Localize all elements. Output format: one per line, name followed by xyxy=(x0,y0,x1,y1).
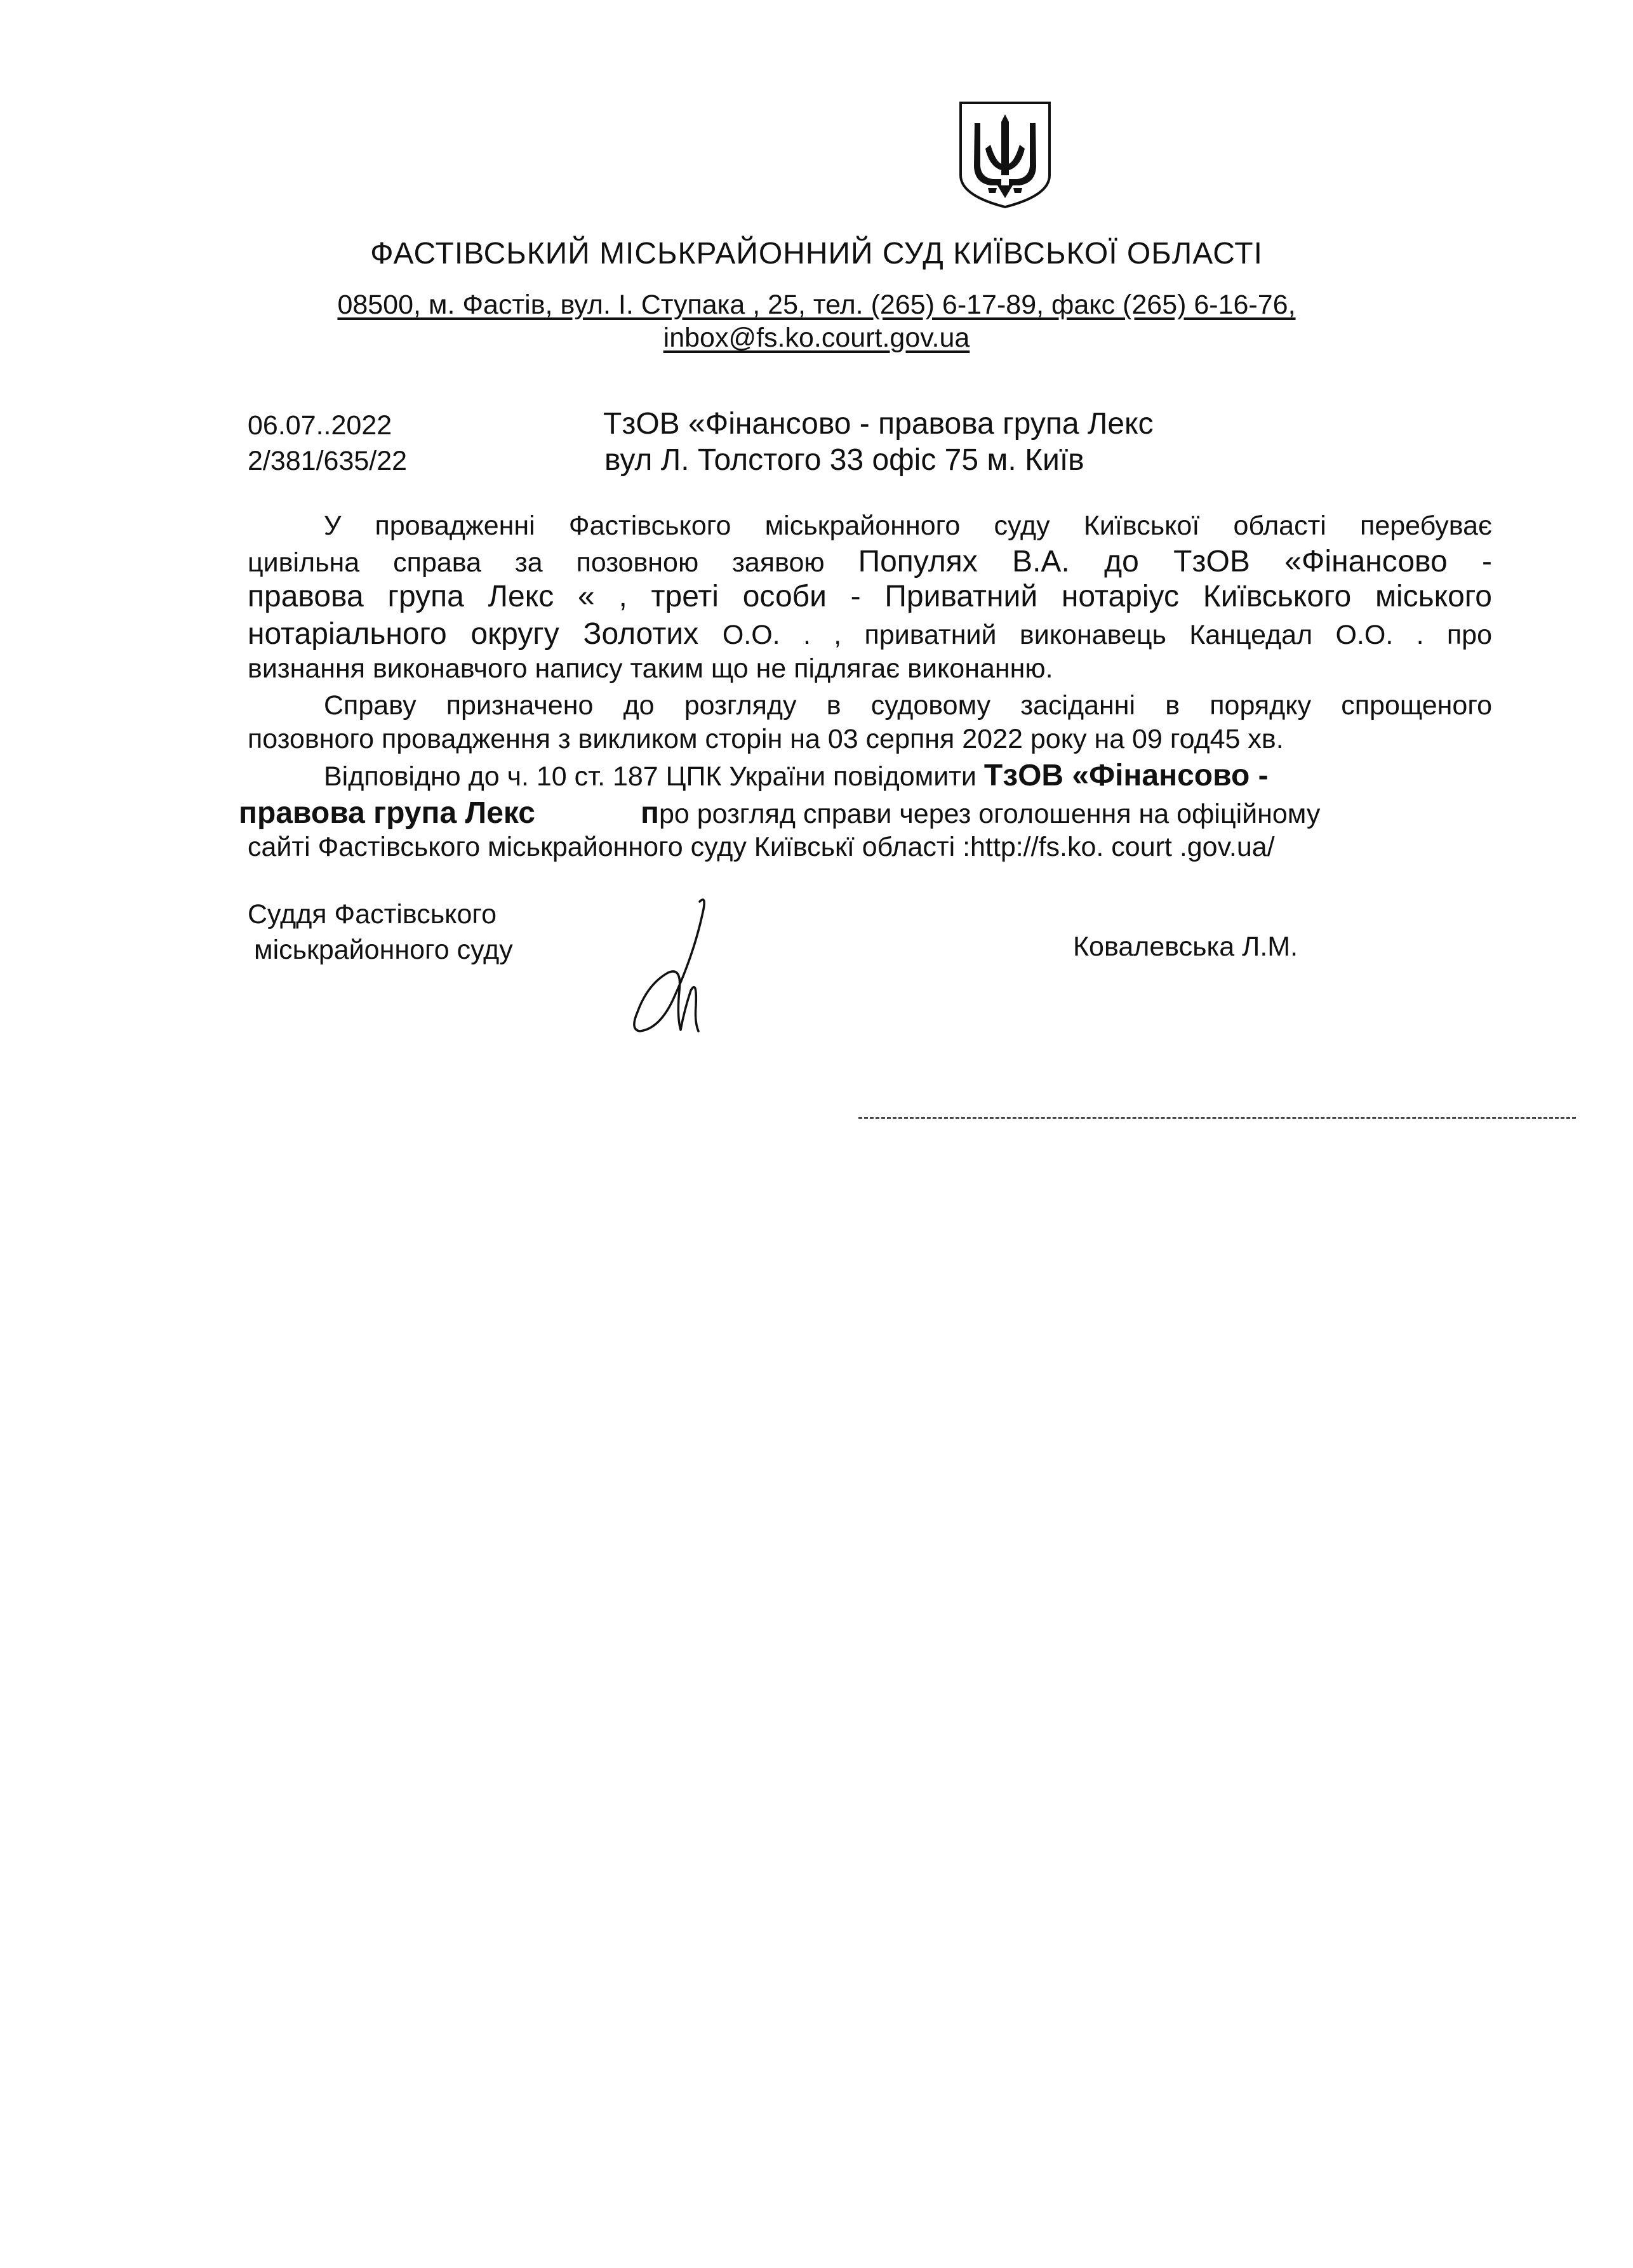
body-text-line: цивільна справа за позовною заявою Популях В.А. до ТзОВ «Фінансово - xyxy=(248,545,1493,578)
body-text-line: сайті Фастівського міськрайонного суду Київськї області :http://fs.ko. court .gov.ua/ xyxy=(248,832,1275,862)
body-text-line: правова група Лекс про розгляд справи через оголошення на офіційному xyxy=(239,796,1321,830)
handwritten-signature-icon xyxy=(629,895,737,1039)
court-name: ФАСТІВСЬКИЙ МІСЬКРАЙОННИЙ СУД КИЇВСЬКОЇ ОБЛАСТІ xyxy=(370,237,1263,270)
trident-coat-of-arms-icon xyxy=(957,100,1053,210)
judge-title: Суддя Фастівського xyxy=(248,899,497,930)
body-text-line: правова група Лекс « , треті особи - Приватний нотаріус Київського міського xyxy=(248,580,1492,613)
divider xyxy=(858,1117,1576,1119)
reference-number: 2/381/635/22 xyxy=(248,446,408,476)
recipient-address: вул Л. Толстого 33 офіс 75 м. Київ xyxy=(604,443,1084,477)
recipient-name: ТзОВ «Фінансово - правова група Лекс xyxy=(603,407,1154,441)
body-text-line: визнання виконавчого напису таким що не підлягає виконанню. xyxy=(248,653,1053,684)
letter-date: 06.07..2022 xyxy=(248,410,392,441)
body-text-line: Справу призначено до розгляду в судовому засіданні в порядку спрощеного xyxy=(324,690,1492,721)
body-text-line: нотаріального округу Золотих О.О. . , приватний виконавець Канцедал О.О. . про xyxy=(248,617,1492,651)
judge-title: міськрайонного суду xyxy=(254,935,513,965)
court-email: inbox@fs.ko.court.gov.ua xyxy=(663,323,970,353)
judge-name: Ковалевська Л.М. xyxy=(1073,931,1298,962)
body-text-line: Відповідно до ч. 10 ст. 187 ЦПК України повідомити ТзОВ «Фінансово - xyxy=(324,759,1269,792)
body-text-line: У провадженні Фастівського міськрайонного суду Київської області перебуває xyxy=(324,510,1492,541)
body-text-line: позовного провадження з викликом сторін на 03 серпня 2022 року на 09 год45 хв. xyxy=(248,724,1284,754)
court-address: 08500, м. Фастів, вул. І. Ступака , 25, тел. (265) 6-17-89, факс (265) 6-16-76, xyxy=(337,290,1296,320)
